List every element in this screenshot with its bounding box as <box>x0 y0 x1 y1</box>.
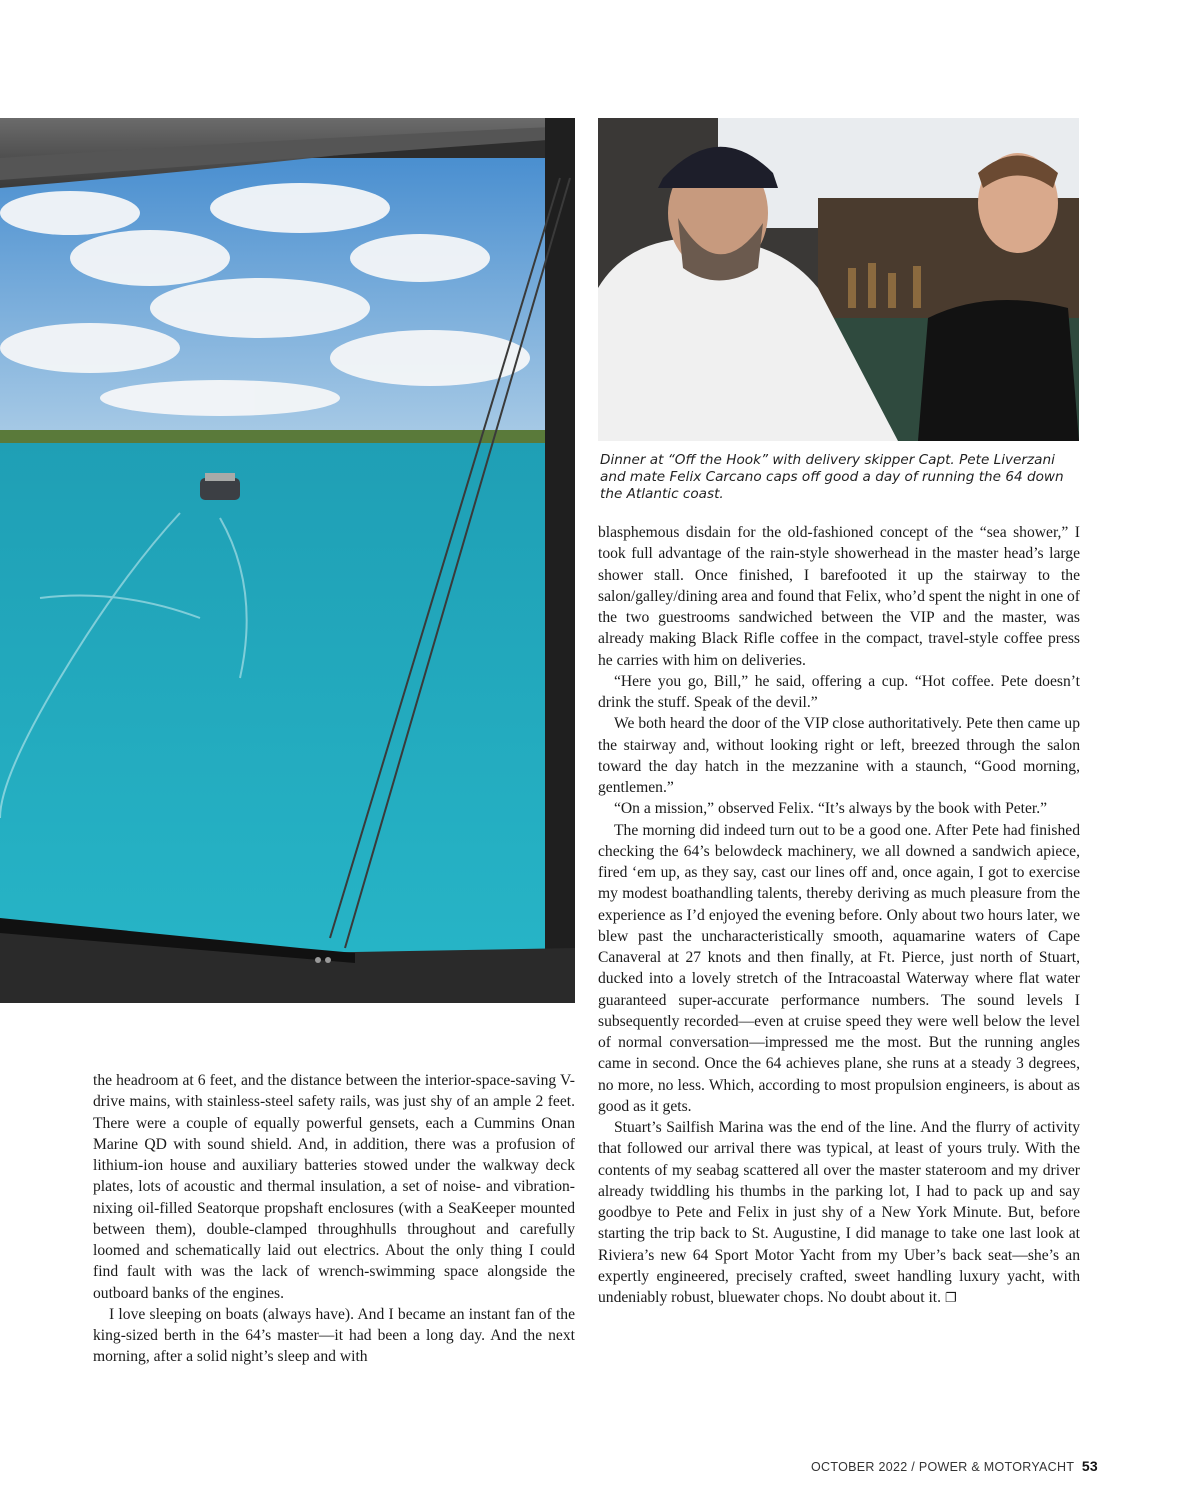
paragraph-text: Stuart’s Sailfish Marina was the end of the line. And the flurry of activity that followed our arrival there was typical, at least of yours truly. With the contents of my seabag scattered all over the master stateroom and my driver already twiddling his thumbs in the parking lot, I had to pack up and say goodbye to Pete and Felix in just shy of a New York Minute. But, before starting the trip back to St. Augustine, I did manage to take one last look at Riviera’s new 64 Sport Motor Yacht from my Uber’s back seat—she’s an expertly engineered, precisely crafted, sweet handling luxury yacht, with undeniably robust, bluewater chops. No doubt about it. <box>598 1119 1080 1306</box>
paragraph: blasphemous disdain for the old-fashioned concept of the “sea shower,” I took full advantage of the rain-style showerhead in the master head’s large shower stall. Once finished, I barefooted it up the stairway to the salon/galley/dining area and found that Felix, who’d spent the night in one of the two guestrooms sandwiched between the VIP and the master, was already making Black Rifle coffee in the compact, travel-style coffee press he carries with him on deliveries. <box>598 524 1081 669</box>
photo-caption: Dinner at “Off the Hook” with delivery skipper Capt. Pete Liverzani and mate Felix Carcano caps off good a day of running the 64 down the Atlantic coast. <box>600 452 1064 502</box>
photo-dinner-bar <box>598 118 1079 441</box>
end-mark-icon: ❐ <box>944 1291 957 1306</box>
publication-name: POWER & MOTORYACHT <box>918 1460 1075 1474</box>
paragraph: the headroom at 6 feet, and the distance between the interior-space-saving V-drive mains, with stainless-steel safety rails, was just shy of an ample 2 feet. There were a couple of equally powerful gensets, each a Cummins Onan Marine QD with sound shield. And, in addition, there was a profusion of lithium-ion house and auxiliary batteries stowed under the walkway deck plates, lots of acoustic and thermal insulation, a set of noise- and vibration-nixing oil-filled Seatorque propshaft enclosures (with a SeaKeeper mounted between them), double-clamped throughhulls throughout and carefully loomed and schematically laid out electrics. About the only thing I could find fault with was the lack of wrench-swimming space alongside the outboard banks of the engines. <box>93 1072 575 1302</box>
paragraph: “On a mission,” observed Felix. “It’s always by the book with Peter.” <box>614 800 1048 818</box>
page-number: 53 <box>1081 1458 1098 1474</box>
paragraph: I love sleeping on boats (always have). And I became an instant fan of the king-sized berth in the 64’s master—it had been a long day. And the next morning, after a solid night’s sleep and with <box>93 1305 575 1366</box>
paragraph: We both heard the door of the VIP close authoritatively. Pete then came up the stairway and, without looking right or left, breezed through the salon toward the day hatch in the mezzanine with a staunch, “Good morning, gentlemen.” <box>598 715 1080 796</box>
issue-date: OCTOBER 2022 <box>811 1460 908 1474</box>
final-paragraph <box>598 1117 1080 1309</box>
page-footer <box>811 1458 1098 1474</box>
article-column-right <box>598 522 1080 1309</box>
footer-separator: / <box>911 1460 916 1474</box>
article-column-left <box>93 1070 575 1368</box>
paragraph: “Here you go, Bill,” he said, offering a cup. “Hot coffee. Pete doesn’t drink the stuff. Speak of the devil.” <box>598 672 1080 711</box>
paragraph: The morning did indeed turn out to be a good one. After Pete had finished checking the 64’s belowdeck machinery, we all downed a sandwich apiece, fired ‘em up, as they say, cast our lines off and, once again, I got to exercise my modest boathandling talents, thereby deriving as much pleasure from the experience as I’d enjoyed the evening before. Only about two hours later, we blew past the uncharacteristically smooth, aquamarine waters of Cape Canaveral at 27 knots and then finally, at Ft. Pierce, just north of Stuart, ducked into a lovely stretch of the Intracoastal Waterway where flat water guaranteed super-accurate performance numbers. The sound levels I subsequently recorded—even at cruise speed they were well below the level of normal conversation—impressed me the most. But the running angles came in second. Once the 64 achieves plane, she runs at a steady 3 degrees, no more, no less. Which, according to most propulsion engineers, is about as good as it gets. <box>598 821 1080 1115</box>
photo-window-view <box>0 118 575 1003</box>
